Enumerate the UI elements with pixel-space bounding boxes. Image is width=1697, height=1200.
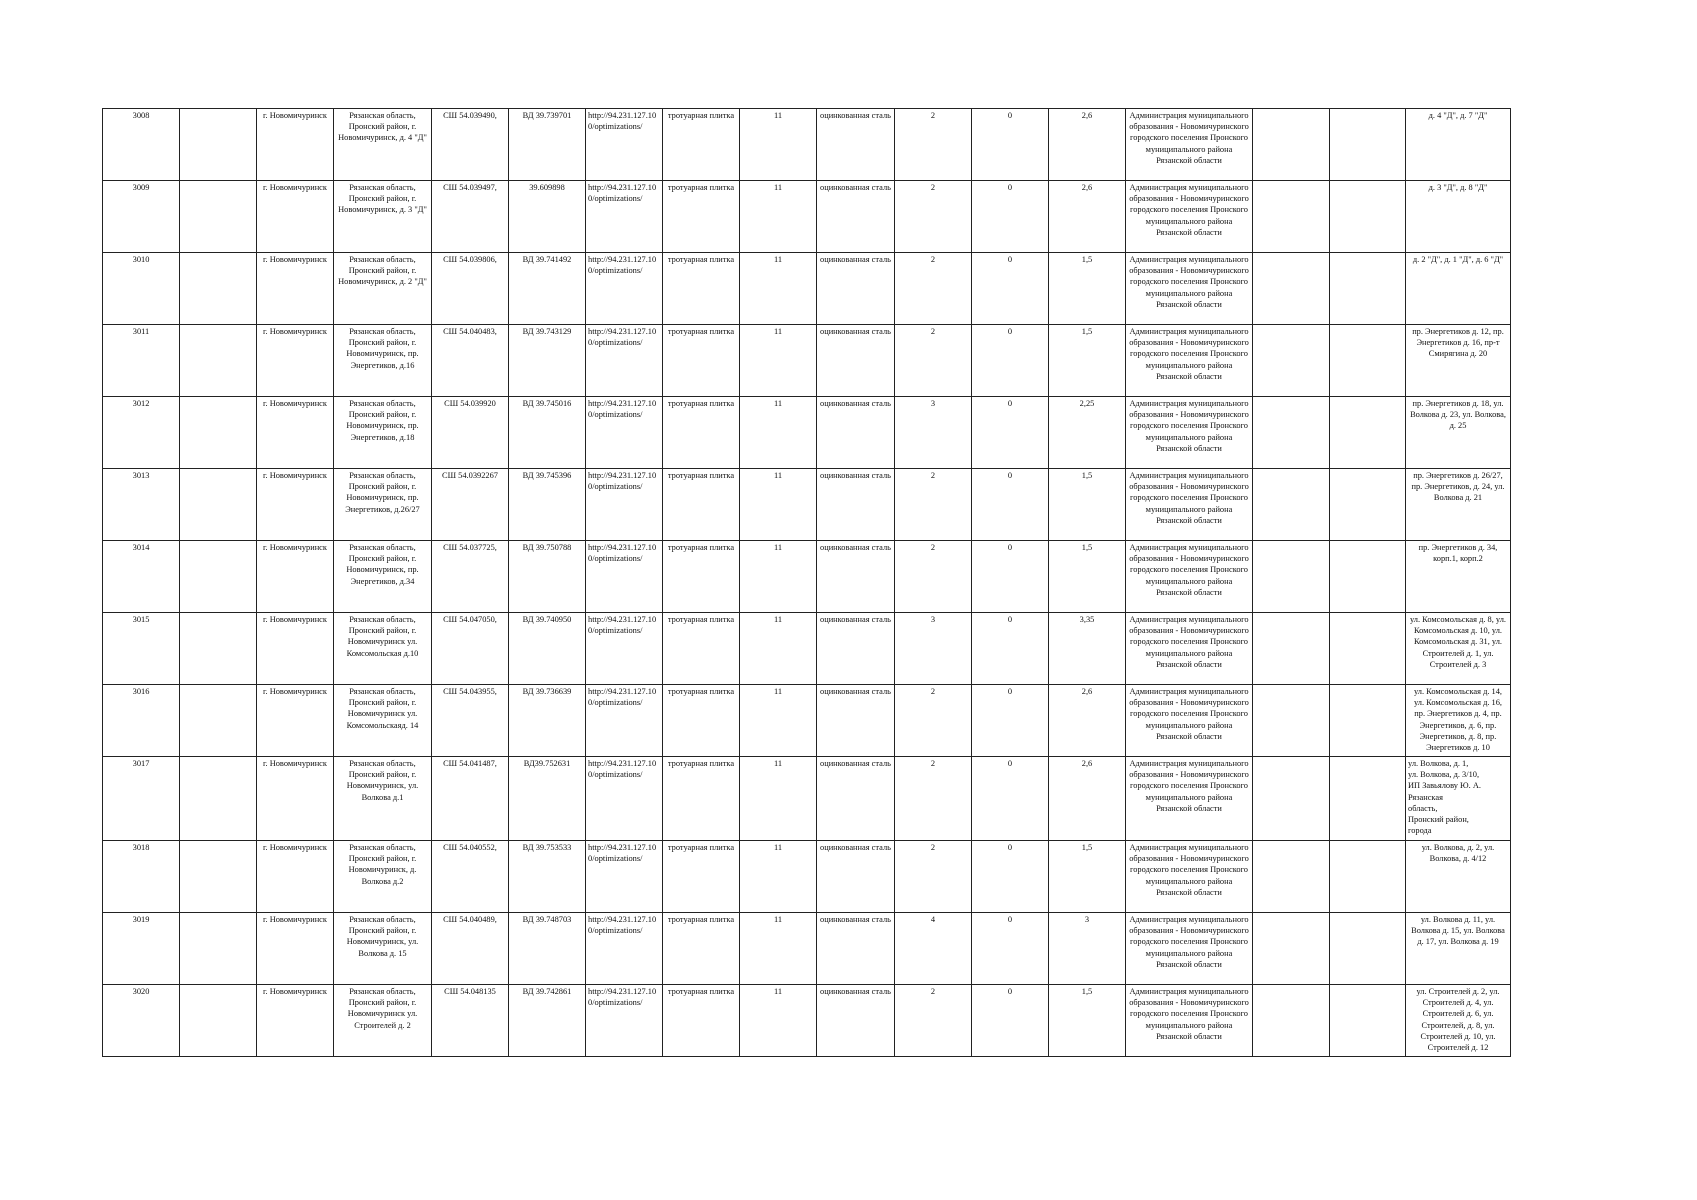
registry-table [102,108,1511,1057]
cell-city: г. Новомичуринск [257,541,334,613]
cell-blank [180,685,257,757]
cell-volume: 2,6 [1049,109,1126,181]
cell-volume: 3 [1049,913,1126,985]
cell-latitude: СШ 54.041487, [432,757,509,841]
cell-url: http://94.231.127.10 0/optimizations/ [586,757,663,841]
cell-volume: 1,5 [1049,253,1126,325]
cell-latitude: СШ 54.047050, [432,613,509,685]
cell-blank [1253,109,1330,181]
cell-area: 11 [740,325,817,397]
cell-longitude: ВД 39.750788 [509,541,586,613]
cell-volume: 1,5 [1049,469,1126,541]
cell-address: Рязанская область, Пронский район, г. Новомичуринск, пр. Энергетиков, д.16 [334,325,432,397]
cell-containers: 2 [895,469,972,541]
cell-number: 3012 [103,397,180,469]
cell-longitude: ВД 39.745396 [509,469,586,541]
cell-owner: Администрация муниципального образования - Новомичуринского городского поселения Пронского муниципального района Рязанской области [1126,841,1253,913]
cell-latitude: СШ 54.040552, [432,841,509,913]
cell-area: 11 [740,841,817,913]
cell-number: 3019 [103,913,180,985]
cell-volume: 2,6 [1049,181,1126,253]
cell-surface: тротуарная плитка [663,685,740,757]
cell-address: Рязанская область, Пронский район, г. Новомичуринск ул. Комсомольская д.10 [334,613,432,685]
cell-surface: тротуарная плитка [663,469,740,541]
cell-city: г. Новомичуринск [257,913,334,985]
cell-city: г. Новомичуринск [257,325,334,397]
cell-material: оцинкованная сталь [817,253,895,325]
cell-volume: 3,35 [1049,613,1126,685]
cell-sources: ул. Волкова, д. 2, ул. Волкова, д. 4/12 [1406,841,1511,913]
table-row [103,181,1511,253]
cell-address: Рязанская область, Пронский район, г. Новомичуринск ул. Комсомольскаяд. 14 [334,685,432,757]
cell-url: http://94.231.127.10 0/optimizations/ [586,397,663,469]
cell-material: оцинкованная сталь [817,325,895,397]
cell-containers: 2 [895,541,972,613]
cell-planned: 0 [972,253,1049,325]
cell-blank [1330,109,1406,181]
table-row [103,109,1511,181]
cell-planned: 0 [972,685,1049,757]
cell-latitude: СШ 54.048135 [432,985,509,1057]
cell-address: Рязанская область, Пронский район, г. Новомичуринск, д. 3 "Д" [334,181,432,253]
cell-blank [1253,613,1330,685]
cell-longitude: ВД 39.736639 [509,685,586,757]
cell-url: http://94.231.127.10 0/optimizations/ [586,541,663,613]
cell-surface: тротуарная плитка [663,109,740,181]
cell-owner: Администрация муниципального образования - Новомичуринского городского поселения Пронского муниципального района Рязанской области [1126,757,1253,841]
cell-blank [1330,541,1406,613]
cell-planned: 0 [972,541,1049,613]
cell-longitude: ВД39.752631 [509,757,586,841]
cell-longitude: 39.609898 [509,181,586,253]
cell-longitude: ВД 39.748703 [509,913,586,985]
cell-latitude: СШ 54.039806, [432,253,509,325]
table-body [103,109,1511,1057]
cell-number: 3008 [103,109,180,181]
cell-blank [1330,469,1406,541]
table-row [103,397,1511,469]
cell-blank [1330,397,1406,469]
cell-planned: 0 [972,757,1049,841]
cell-address: Рязанская область, Пронский район, г. Новомичуринск ул. Строителей д. 2 [334,985,432,1057]
cell-blank [1253,469,1330,541]
cell-number: 3016 [103,685,180,757]
cell-city: г. Новомичуринск [257,757,334,841]
cell-sources: д. 3 "Д", д. 8 "Д" [1406,181,1511,253]
cell-latitude: СШ 54.039490, [432,109,509,181]
cell-sources: ул. Волкова д. 11, ул. Волкова д. 15, ул. Волкова д. 17, ул. Волкова д. 19 [1406,913,1511,985]
cell-city: г. Новомичуринск [257,613,334,685]
cell-surface: тротуарная плитка [663,325,740,397]
cell-planned: 0 [972,325,1049,397]
table-row [103,541,1511,613]
cell-number: 3014 [103,541,180,613]
cell-planned: 0 [972,109,1049,181]
cell-owner: Администрация муниципального образования - Новомичуринского городского поселения Пронского муниципального района Рязанской области [1126,181,1253,253]
cell-planned: 0 [972,397,1049,469]
cell-area: 11 [740,757,817,841]
cell-blank [1330,985,1406,1057]
table-row [103,613,1511,685]
cell-containers: 2 [895,757,972,841]
cell-address: Рязанская область, Пронский район, г. Новомичуринск, пр. Энергетиков, д.26/27 [334,469,432,541]
cell-blank [1330,181,1406,253]
cell-planned: 0 [972,469,1049,541]
cell-city: г. Новомичуринск [257,109,334,181]
cell-blank [1253,541,1330,613]
cell-blank [1330,613,1406,685]
cell-city: г. Новомичуринск [257,181,334,253]
cell-blank [180,985,257,1057]
cell-surface: тротуарная плитка [663,913,740,985]
cell-owner: Администрация муниципального образования - Новомичуринского городского поселения Пронского муниципального района Рязанской области [1126,397,1253,469]
cell-blank [1330,685,1406,757]
cell-owner: Администрация муниципального образования - Новомичуринского городского поселения Пронского муниципального района Рязанской области [1126,253,1253,325]
cell-longitude: ВД 39.742861 [509,985,586,1057]
cell-longitude: ВД 39.739701 [509,109,586,181]
cell-address: Рязанская область, Пронский район, г. Новомичуринск, д. 2 "Д" [334,253,432,325]
cell-planned: 0 [972,841,1049,913]
cell-owner: Администрация муниципального образования - Новомичуринского городского поселения Пронского муниципального района Рязанской области [1126,541,1253,613]
cell-number: 3015 [103,613,180,685]
cell-material: оцинкованная сталь [817,685,895,757]
cell-sources: д. 4 "Д", д. 7 "Д" [1406,109,1511,181]
cell-sources: ул. Волкова, д. 1, ул. Волкова, д. 3/10, ИП Завьялову Ю. А. Рязанская область, Пронский район, города [1406,757,1511,841]
cell-blank [1253,685,1330,757]
cell-blank [180,613,257,685]
cell-number: 3018 [103,841,180,913]
cell-owner: Администрация муниципального образования - Новомичуринского городского поселения Пронского муниципального района Рязанской области [1126,685,1253,757]
cell-sources: пр. Энергетиков д. 12, пр. Энергетиков д. 16, пр-т Смирягина д. 20 [1406,325,1511,397]
cell-material: оцинкованная сталь [817,541,895,613]
cell-number: 3010 [103,253,180,325]
cell-url: http://94.231.127.10 0/optimizations/ [586,109,663,181]
cell-volume: 1,5 [1049,841,1126,913]
cell-sources: ул. Строителей д. 2, ул. Строителей д. 4, ул. Строителей д. 6, ул. Строителей, д. 8, ул. Строителей д. 10, ул. Строителей д. 12 [1406,985,1511,1057]
table-row [103,325,1511,397]
cell-area: 11 [740,913,817,985]
cell-sources: ул. Комсомольская д. 8, ул. Комсомольская д. 10, ул. Комсомольская д. 31, ул. Строителей д. 1, ул. Строителей д. 3 [1406,613,1511,685]
cell-volume: 1,5 [1049,325,1126,397]
cell-longitude: ВД 39.740950 [509,613,586,685]
cell-owner: Администрация муниципального образования - Новомичуринского городского поселения Пронского муниципального района Рязанской области [1126,325,1253,397]
cell-surface: тротуарная плитка [663,253,740,325]
cell-sources: пр. Энергетиков д. 26/27, пр. Энергетиков, д. 24, ул. Волкова д. 21 [1406,469,1511,541]
table-row [103,685,1511,757]
cell-city: г. Новомичуринск [257,397,334,469]
cell-blank [180,469,257,541]
cell-number: 3009 [103,181,180,253]
cell-address: Рязанская область, Пронский район, г. Новомичуринск, ул. Волкова д.1 [334,757,432,841]
cell-surface: тротуарная плитка [663,541,740,613]
cell-material: оцинкованная сталь [817,469,895,541]
table-row [103,913,1511,985]
cell-blank [180,253,257,325]
cell-owner: Администрация муниципального образования - Новомичуринского городского поселения Пронского муниципального района Рязанской области [1126,613,1253,685]
cell-address: Рязанская область, Пронский район, г. Новомичуринск, д. Волкова д.2 [334,841,432,913]
cell-owner: Администрация муниципального образования - Новомичуринского городского поселения Пронского муниципального района Рязанской области [1126,913,1253,985]
cell-volume: 2,25 [1049,397,1126,469]
cell-latitude: СШ 54.040483, [432,325,509,397]
table-row [103,757,1511,841]
cell-material: оцинкованная сталь [817,181,895,253]
cell-longitude: ВД 39.741492 [509,253,586,325]
cell-blank [180,757,257,841]
cell-volume: 2,6 [1049,757,1126,841]
cell-blank [180,181,257,253]
cell-blank [180,109,257,181]
cell-planned: 0 [972,985,1049,1057]
cell-address: Рязанская область, Пронский район, г. Новомичуринск, пр. Энергетиков, д.18 [334,397,432,469]
cell-latitude: СШ 54.037725, [432,541,509,613]
cell-area: 11 [740,613,817,685]
cell-containers: 2 [895,985,972,1057]
cell-planned: 0 [972,613,1049,685]
cell-longitude: ВД 39.753533 [509,841,586,913]
cell-surface: тротуарная плитка [663,181,740,253]
cell-owner: Администрация муниципального образования - Новомичуринского городского поселения Пронского муниципального района Рязанской области [1126,985,1253,1057]
cell-area: 11 [740,109,817,181]
cell-containers: 2 [895,325,972,397]
cell-address: Рязанская область, Пронский район, г. Новомичуринск, пр. Энергетиков, д.34 [334,541,432,613]
cell-blank [1330,757,1406,841]
cell-city: г. Новомичуринск [257,469,334,541]
cell-surface: тротуарная плитка [663,985,740,1057]
cell-address: Рязанская область, Пронский район, г. Новомичуринск, д. 4 "Д" [334,109,432,181]
cell-blank [1253,253,1330,325]
cell-latitude: СШ 54.040489, [432,913,509,985]
cell-material: оцинкованная сталь [817,913,895,985]
cell-owner: Администрация муниципального образования - Новомичуринского городского поселения Пронского муниципального района Рязанской области [1126,109,1253,181]
cell-material: оцинкованная сталь [817,841,895,913]
table-row [103,469,1511,541]
cell-address: Рязанская область, Пронский район, г. Новомичуринск, ул. Волкова д. 15 [334,913,432,985]
cell-url: http://94.231.127.10 0/optimizations/ [586,985,663,1057]
cell-containers: 2 [895,253,972,325]
cell-material: оцинкованная сталь [817,985,895,1057]
cell-url: http://94.231.127.10 0/optimizations/ [586,469,663,541]
cell-number: 3020 [103,985,180,1057]
cell-containers: 4 [895,913,972,985]
cell-volume: 1,5 [1049,985,1126,1057]
cell-latitude: СШ 54.039497, [432,181,509,253]
cell-url: http://94.231.127.10 0/optimizations/ [586,685,663,757]
cell-containers: 3 [895,613,972,685]
cell-area: 11 [740,469,817,541]
cell-blank [1253,397,1330,469]
cell-area: 11 [740,397,817,469]
cell-containers: 2 [895,109,972,181]
cell-blank [1253,913,1330,985]
cell-latitude: СШ 54.039920 [432,397,509,469]
cell-longitude: ВД 39.743129 [509,325,586,397]
cell-volume: 1,5 [1049,541,1126,613]
cell-surface: тротуарная плитка [663,841,740,913]
cell-material: оцинкованная сталь [817,109,895,181]
cell-number: 3017 [103,757,180,841]
cell-blank [180,841,257,913]
cell-sources: ул. Комсомольская д. 14, ул. Комсомольская д. 16, пр. Энергетиков д. 4, пр. Энергетиков, д. 6, пр. Энергетиков, д. 8, пр. Энергетиков д. 10 [1406,685,1511,757]
cell-blank [1253,757,1330,841]
cell-number: 3013 [103,469,180,541]
cell-city: г. Новомичуринск [257,253,334,325]
table-row [103,253,1511,325]
cell-containers: 3 [895,397,972,469]
table-row [103,841,1511,913]
cell-blank [180,325,257,397]
cell-planned: 0 [972,181,1049,253]
cell-city: г. Новомичуринск [257,685,334,757]
cell-blank [1330,325,1406,397]
cell-sources: пр. Энергетиков д. 18, ул. Волкова д. 23, ул. Волкова, д. 25 [1406,397,1511,469]
cell-area: 11 [740,253,817,325]
cell-material: оцинкованная сталь [817,613,895,685]
cell-url: http://94.231.127.10 0/optimizations/ [586,325,663,397]
cell-blank [1330,841,1406,913]
cell-longitude: ВД 39.745016 [509,397,586,469]
cell-area: 11 [740,541,817,613]
cell-blank [1253,841,1330,913]
cell-city: г. Новомичуринск [257,841,334,913]
cell-blank [1253,985,1330,1057]
cell-volume: 2,6 [1049,685,1126,757]
cell-blank [1330,253,1406,325]
cell-material: оцинкованная сталь [817,757,895,841]
table-row [103,985,1511,1057]
cell-latitude: СШ 54.0392267 [432,469,509,541]
cell-area: 11 [740,181,817,253]
cell-surface: тротуарная плитка [663,613,740,685]
cell-blank [180,541,257,613]
cell-surface: тротуарная плитка [663,757,740,841]
cell-blank [1330,913,1406,985]
cell-sources: д. 2 "Д", д. 1 "Д", д. 6 "Д" [1406,253,1511,325]
cell-url: http://94.231.127.10 0/optimizations/ [586,613,663,685]
cell-containers: 2 [895,841,972,913]
cell-containers: 2 [895,181,972,253]
cell-number: 3011 [103,325,180,397]
cell-planned: 0 [972,913,1049,985]
cell-containers: 2 [895,685,972,757]
cell-blank [1253,181,1330,253]
cell-url: http://94.231.127.10 0/optimizations/ [586,913,663,985]
cell-url: http://94.231.127.10 0/optimizations/ [586,181,663,253]
cell-surface: тротуарная плитка [663,397,740,469]
cell-url: http://94.231.127.10 0/optimizations/ [586,841,663,913]
cell-latitude: СШ 54.043955, [432,685,509,757]
cell-material: оцинкованная сталь [817,397,895,469]
cell-city: г. Новомичуринск [257,985,334,1057]
cell-blank [180,397,257,469]
cell-area: 11 [740,985,817,1057]
cell-url: http://94.231.127.10 0/optimizations/ [586,253,663,325]
cell-area: 11 [740,685,817,757]
cell-blank [180,913,257,985]
cell-blank [1253,325,1330,397]
cell-sources: пр. Энергетиков д. 34, корп.1, корп.2 [1406,541,1511,613]
cell-owner: Администрация муниципального образования - Новомичуринского городского поселения Пронского муниципального района Рязанской области [1126,469,1253,541]
